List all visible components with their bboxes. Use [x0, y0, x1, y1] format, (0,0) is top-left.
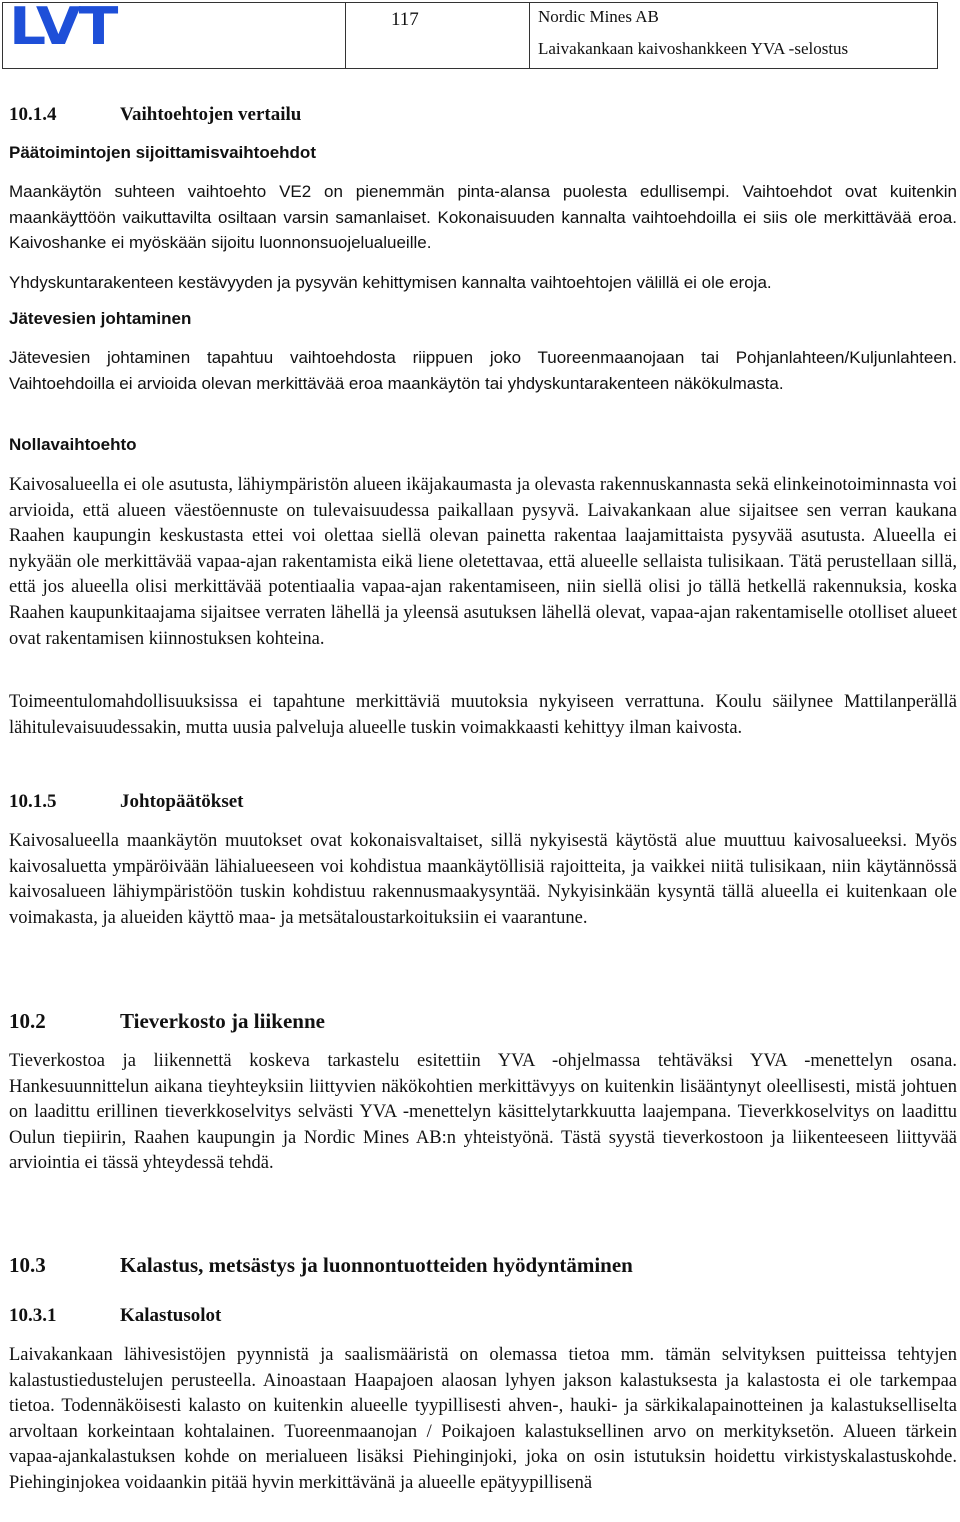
paragraph-wastewater: Jätevesien johtaminen tapahtuu vaihtoehdosta riippuen joko Tuoreenmaanojaan tai Pohjanlahteen/Kuljunlahteen. Vaihtoehdoilla ei arvioida olevan merkittävää eroa maankäytön tai yhdyskuntarakenteen näkökulmasta. — [9, 348, 957, 393]
section-number: 10.3.1 — [9, 1305, 57, 1326]
document-title: Laivakankaan kaivoshankkeen YVA -selostus — [538, 39, 849, 58]
paragraph-zero-alternative: Kaivosalueella ei ole asutusta, lähiympäristön alueen ikäjakaumasta ja olevasta rakennuskannasta sekä elinkeinotoiminnasta voi arvioida, että alueen väestöennuste on tulevaisuudessa paikallaan pysyvä. Laivakankaan alue sijaitsee sen verran kaukana Raahen kaupungin keskustasta ettei voi olettaa siellä olevan painetta rakentaa laajamittaista pysyvää asutusta. Alueella ei nykyään ole merkittävää vapaa-ajan rakentamista eikä liene oletettavaa, että alueelle sellaista tulisikaan. Tätä perustellaan sillä, että jos alueella olisi merkittävää potentiaalia vapaa-ajan rakentamiseen, niin siellä olisi jo tällä hetkellä rakennuksia, koska Raahen kaupunkitaajama sijaitsee verraten lähellä ja yleensä asutuksen lähellä olevat, vapaa-ajan rakentamiselle otolliset alueet ovat rakentamisen kiinnostuksen kohteina. — [9, 475, 957, 649]
section-title: Johtopäätökset — [120, 791, 244, 812]
company-name: Nordic Mines AB — [538, 7, 659, 26]
paragraph-fishing-conditions: Laivakankaan lähivesistöjen pyynnistä ja saalismääristä on olemassa tietoa mm. tämän selvityksen puitteissa tehtyjen kalastustiedustelujen perusteella. Ainoastaan Haapajoen alaosan lyhyen jakson kalastuksesta ja kalastosta ei ole tarkempaa tietoa. Todennäköisesti kalasto on kuitenkin alueelle tyypillisesti ahven-, hauki- ja särkikalapainotteinen ja kalastukselliselta arvoltaan korkeintaan kohtalainen. Tuoreenmaanojan / Poikajoen kalastuksellinen arvo on merkityksetön. Alueen tärkein vapaa-ajankalastuksen kohde on merialueen lisäksi Piehinginjoki, joka on osin istutuksin hoidettu virkistyskalastuskohde. Piehinginjokea voidaankin pitää hyvin merkittävänä ja alueelle epätyypillisenä — [9, 1345, 957, 1493]
subheading-zero-alternative: Nollavaihtoehto — [9, 435, 137, 454]
section-title: Tieverkosto ja liikenne — [120, 1009, 325, 1033]
heading-10-1-5 — [9, 791, 244, 813]
paragraph-road-network: Tieverkostoa ja liikennettä koskeva tarkastelu esitettiin YVA -ohjelmassa tehtäväksi YVA -menettelyn osana. Hankesuunnittelun aikana tieyhteyksiin liittyvien näkökohtien merkittävyys on kuitenkin lisääntynyt oleellisesti, mistä johtuen on laadittu erillinen tieverkkoselvitys selvästi YVA -menettelyn käsittelytarkkuutta laajempana. Tieverkkoselvitys on laadittu Oulun tiepiirin, Raahen kaupungin ja Nordic Mines AB:n yhteistyönä. Tästä syystä tieverkostoon ja liikenteeseen liittyvää arviointia ei tässä yhteydessä tehdä. — [9, 1051, 957, 1174]
section-number: 10.1.5 — [9, 791, 57, 812]
section-number: 10.2 — [9, 1009, 46, 1033]
heading-10-2 — [9, 1009, 325, 1034]
page-header — [2, 2, 938, 69]
subheading-wastewater: Jätevesien johtaminen — [9, 309, 192, 328]
section-number: 10.1.4 — [9, 104, 57, 125]
heading-10-3 — [9, 1253, 633, 1278]
page-number-cell — [346, 3, 530, 68]
section-number: 10.3 — [9, 1253, 46, 1277]
header-info-cell — [530, 3, 937, 68]
logo-cell — [3, 3, 346, 68]
paragraph-community-structure: Yhdyskuntarakenteen kestävyyden ja pysyvän kehittymisen kannalta vaihtoehtojen välillä ei ole eroja. — [9, 273, 772, 292]
section-title: Kalastus, metsästys ja luonnontuotteiden hyödyntäminen — [120, 1253, 633, 1277]
paragraph-livelihood: Toimeentulomahdollisuuksissa ei tapahtune merkittäviä muutoksia nykyiseen verrattuna. Koulu säilynee Mattilanperällä lähitulevaisuudessakin, mutta uusia palveluja alueelle tuskin voimakkaasti kehittyy ilman kaivosta. — [9, 692, 957, 738]
heading-10-3-1 — [9, 1305, 221, 1327]
page-number: 117 — [391, 9, 419, 30]
heading-10-1-4 — [9, 104, 301, 126]
subheading-placement-alternatives: Päätoimintojen sijoittamisvaihtoehdot — [9, 143, 316, 162]
section-title: Kalastusolot — [120, 1305, 222, 1326]
section-title: Vaihtoehtojen vertailu — [120, 104, 302, 125]
paragraph-land-use-comparison: Maankäytön suhteen vaihtoehto VE2 on pienemmän pinta-alansa puolesta edullisempi. Vaihtoehdot ovat kuitenkin maankäyttöön vaikuttavilta osiltaan varsin samanlaiset. Kokonaisuuden kannalta vaihtoehdoilla ei siis ole merkittävää eroa. Kaivoshanke ei myöskään sijoitu luonnonsuojelualueille. — [9, 182, 957, 253]
paragraph-conclusions: Kaivosalueella maankäytön muutokset ovat kokonaisvaltaiset, sillä nykyisestä käytöstä alue muuttuu kaivosalueeksi. Myös kaivosaluetta ympäröivään lähialueeseen voi kohdistua maankäytöllisiä rajoitteita, ja vaikkei niitä tulisikaan, niin käytännössä kaivosalueen lähiympäristöön tuskin kohdistuu rakennusmaakysyntää. Nykyisinkään kysyntä tällä alueella ei kuitenkaan ole voimakasta, ja alueiden käyttö maa- ja metsätaloustarkoituksiin ei vaarantune. — [9, 831, 957, 928]
lvt-logo: LVT — [9, 3, 117, 57]
